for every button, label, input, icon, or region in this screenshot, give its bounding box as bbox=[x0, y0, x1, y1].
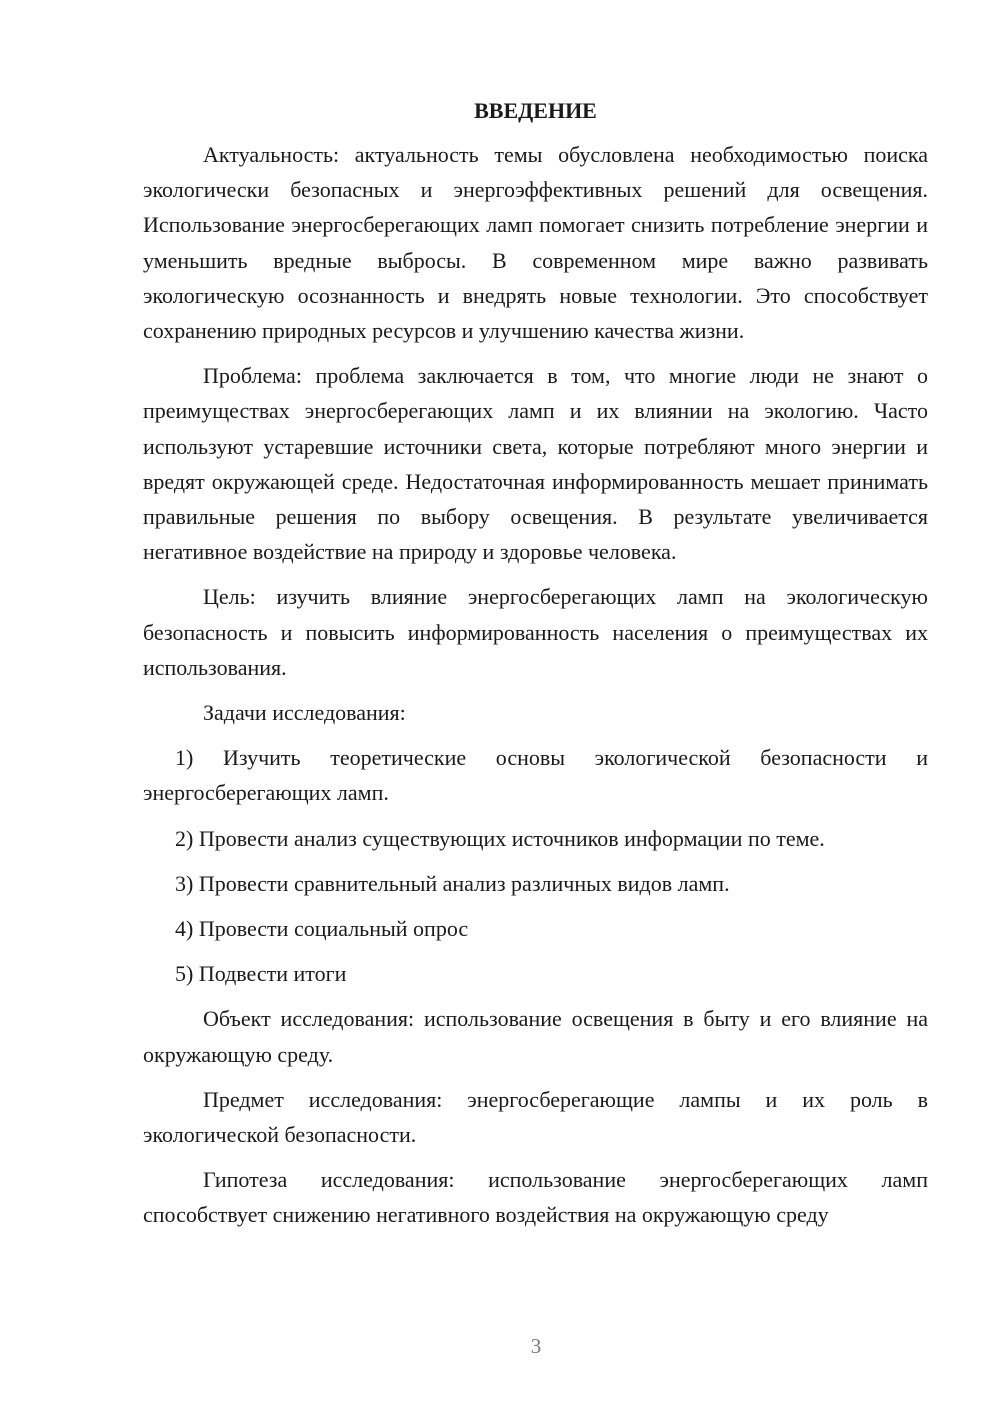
task-item: 3) Провести сравнительный анализ различных видов ламп. bbox=[175, 870, 730, 896]
task-item: 4) Провести социальный опрос bbox=[175, 916, 469, 942]
relevance-paragraph: Актуальность: актуальность темы обусловлена необходимостью поиска экологически безопасных и энергоэффективных решений для освещения. Использование энергосберегающих ламп помогает снизить потребление энергии и уменьшить вредные выбросы. В современном мире важно развивать экологическую осознанность и внедрять новые технологии. Это способствует сохранению природных ресурсов и улучшению качества жизни. bbox=[143, 142, 928, 344]
task-item: 1) Изучить теоретические основы экологической безопасности и энергосберегающих ламп. bbox=[143, 745, 928, 806]
task-item: 5) Подвести итоги bbox=[175, 961, 347, 987]
task-item: 2) Провести анализ существующих источников информации по теме. bbox=[175, 825, 825, 851]
tasks-heading: Задачи исследования: bbox=[203, 700, 406, 726]
subject-paragraph: Предмет исследования: энергосберегающие лампы и их роль в экологической безопасности. bbox=[143, 1086, 928, 1148]
problem-paragraph: Проблема: проблема заключается в том, что многие люди не знают о преимуществах энергосберегающих ламп и их влиянии на экологию. Часто используют устаревшие источники света, которые потребляют много энергии и вредят окружающей среде. Недостаточная информированность мешает принимать правильные решения по выбору освещения. В результате увеличивается негативное воздействие на природу и здоровье человека. bbox=[143, 363, 928, 565]
goal-paragraph: Цель: изучить влияние энергосберегающих ламп на экологическую безопасность и повысить информированность населения о преимуществах их использования. bbox=[143, 584, 928, 680]
page-number: 3 bbox=[530, 1334, 542, 1358]
hypothesis-paragraph: Гипотеза исследования: использование энергосберегающих ламп способствует снижению негативного воздействия на окружающую среду bbox=[143, 1167, 928, 1228]
section-heading: ВВЕДЕНИЕ bbox=[474, 98, 597, 123]
page-content bbox=[143, 95, 928, 1243]
object-paragraph: Объект исследования: использование освещения в быту и его влияние на окружающую среду. bbox=[143, 1006, 928, 1067]
